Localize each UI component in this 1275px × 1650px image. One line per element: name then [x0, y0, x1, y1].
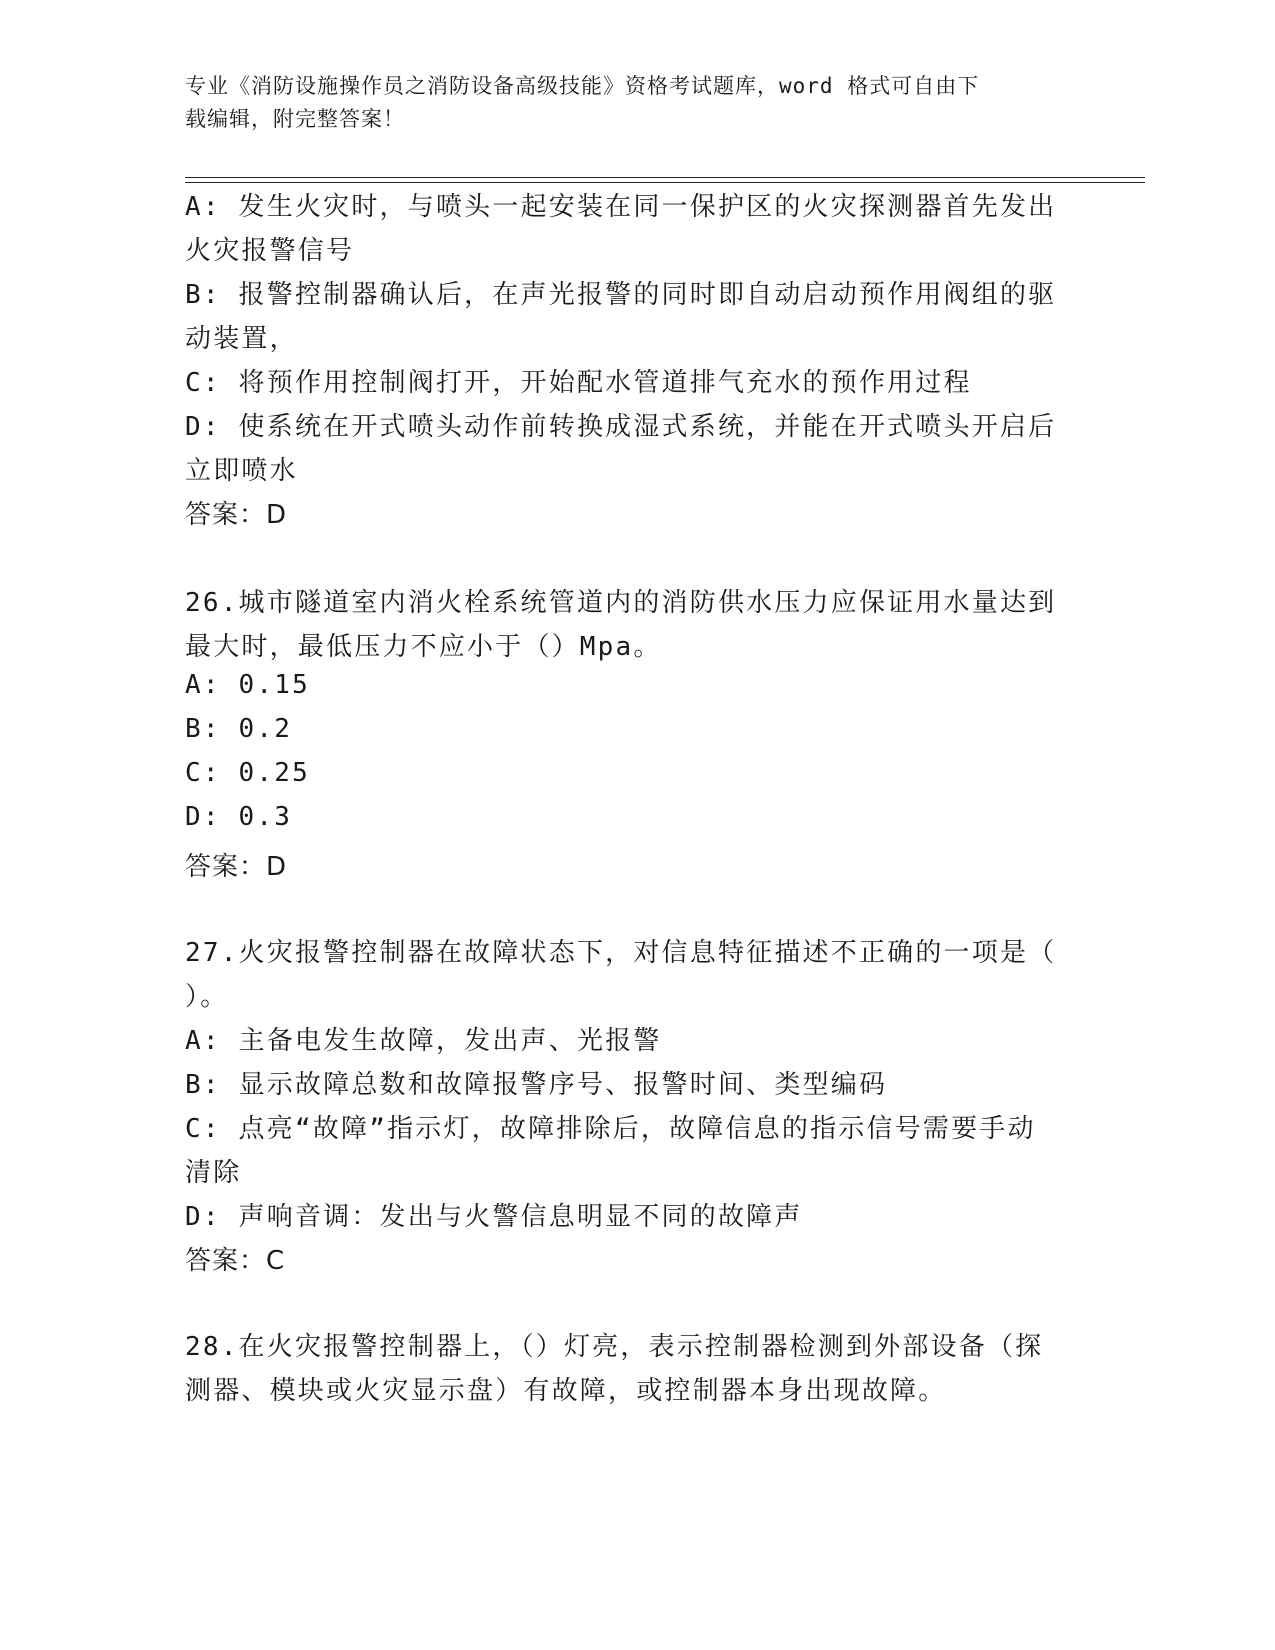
q25-option-d-line-1: D: 使系统在开式喷头动作前转换成湿式系统，并能在开式喷头开启后	[185, 412, 1057, 442]
q26-answer: 答案：D	[185, 852, 288, 882]
q26-option-b: B: 0.2	[185, 714, 293, 744]
q25-option-a-line-1: A: 发生火灾时，与喷头一起安装在同一保护区的火灾探测器首先发出	[185, 192, 1057, 222]
q27-option-a: A: 主备电发生故障，发出声、光报警	[185, 1026, 662, 1056]
q26-option-a: A: 0.15	[185, 670, 310, 700]
q25-option-b-line-1: B: 报警控制器确认后，在声光报警的同时即自动启动预作用阀组的驱	[185, 280, 1057, 310]
q25-option-c: C: 将预作用控制阀打开，开始配水管道排气充水的预作用过程	[185, 368, 972, 398]
q26-option-c: C: 0.25	[185, 758, 310, 788]
q27-stem-line-1: 27.火灾报警控制器在故障状态下，对信息特征描述不正确的一项是（	[185, 938, 1057, 968]
header-divider-top	[185, 177, 1145, 178]
header-line-2: 载编辑，附完整答案！	[185, 107, 405, 131]
q25-option-b-line-2: 动装置，	[185, 324, 298, 354]
q25-option-a-line-2: 火灾报警信号	[185, 236, 355, 266]
q26-stem-line-1: 26.城市隧道室内消火栓系统管道内的消防供水压力应保证用水量达到	[185, 588, 1057, 618]
q25-answer: 答案：D	[185, 500, 288, 530]
q27-answer: 答案：C	[185, 1246, 286, 1276]
q26-stem-line-2: 最大时，最低压力不应小于（）Mpa。	[185, 632, 662, 662]
q25-option-d-line-2: 立即喷水	[185, 456, 298, 486]
q27-option-d: D: 声响音调：发出与火警信息明显不同的故障声	[185, 1202, 803, 1232]
q27-stem-line-2: ）。	[185, 982, 229, 1012]
document-header	[185, 70, 1065, 136]
header-divider-bottom	[185, 182, 1145, 183]
q27-option-c-line-1: C: 点亮“故障”指示灯，故障排除后，故障信息的指示信号需要手动	[185, 1114, 1036, 1144]
q28-stem-line-1: 28.在火灾报警控制器上，（）灯亮，表示控制器检测到外部设备（探	[185, 1332, 1044, 1362]
q27-option-c-line-2: 清除	[185, 1158, 242, 1188]
q26-option-d: D: 0.3	[185, 802, 293, 832]
q28-stem-line-2: 测器、模块或火灾显示盘）有故障，或控制器本身出现故障。	[185, 1376, 947, 1406]
header-line-1: 专业《消防设施操作员之消防设备高级技能》资格考试题库，word 格式可自由下	[185, 74, 980, 98]
q27-option-b: B: 显示故障总数和故障报警序号、报警时间、类型编码	[185, 1070, 888, 1100]
